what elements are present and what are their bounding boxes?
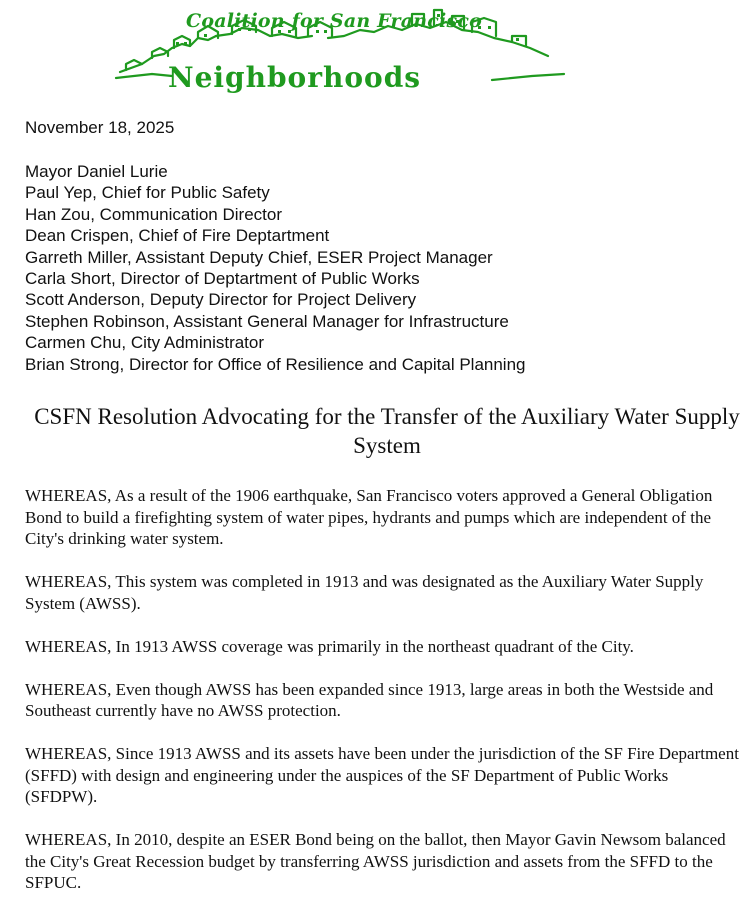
logo-top-text: Coalition for San Francisco <box>186 10 482 32</box>
csfn-logo <box>112 8 568 94</box>
whereas-paragraph: WHEREAS, Even though AWSS has been expanded since 1913, large areas in both the Westside and Southeast currently have no AWSS protection. <box>25 679 714 720</box>
whereas-paragraph: WHEREAS, In 2010, despite an ESER Bond being on the ballot, then Mayor Gavin Newsom balanced the City's Great Recession budget by transferring AWSS jurisdiction and assets from the SFFD to the SFPUC. <box>25 830 726 892</box>
recipient-line: Paul Yep, Chief for Public Safety <box>25 183 270 203</box>
recipient-line: Dean Crispen, Chief of Fire Deptartment <box>25 226 330 246</box>
whereas-paragraph: WHEREAS, As a result of the 1906 earthquake, San Francisco voters approved a General Obligation Bond to build a firefighting system of water pipes, hydrants and pumps which are independent of the City's drinking water system. <box>25 486 713 548</box>
whereas-paragraph: WHEREAS, In 1913 AWSS coverage was primarily in the northeast quadrant of the City. <box>25 636 634 656</box>
recipient-line: Scott Anderson, Deputy Director for Project Delivery <box>25 290 417 310</box>
recipient-line: Carla Short, Director of Deptartment of Public Works <box>25 269 420 289</box>
resolution-title: CSFN Resolution Advocating for the Transfer of the Auxiliary Water Supply System <box>34 404 740 458</box>
logo-bottom-text: Neighborhoods <box>168 61 422 94</box>
recipient-line: Stephen Robinson, Assistant General Manager for Infrastructure <box>25 311 509 331</box>
recipient-line: Garreth Miller, Assistant Deputy Chief, ESER Project Manager <box>25 247 493 267</box>
recipient-line: Carmen Chu, City Administrator <box>25 333 265 353</box>
resolution-body <box>25 485 743 915</box>
recipient-line: Han Zou, Communication Director <box>25 204 282 224</box>
recipient-line: Mayor Daniel Lurie <box>25 162 168 181</box>
recipient-list <box>25 161 526 375</box>
recipient-line: Brian Strong, Director for Office of Resilience and Capital Planning <box>25 354 526 374</box>
whereas-paragraph: WHEREAS, This system was completed in 1913 and was designated as the Auxiliary Water Supply System (AWSS). <box>25 572 704 613</box>
letter-date: November 18, 2025 <box>25 118 175 137</box>
whereas-paragraph: WHEREAS, Since 1913 AWSS and its assets have been under the jurisdiction of the SF Fire Department (SFFD) with design and engineering under the auspices of the SF Department of Public Works (SFDPW). <box>25 744 739 806</box>
